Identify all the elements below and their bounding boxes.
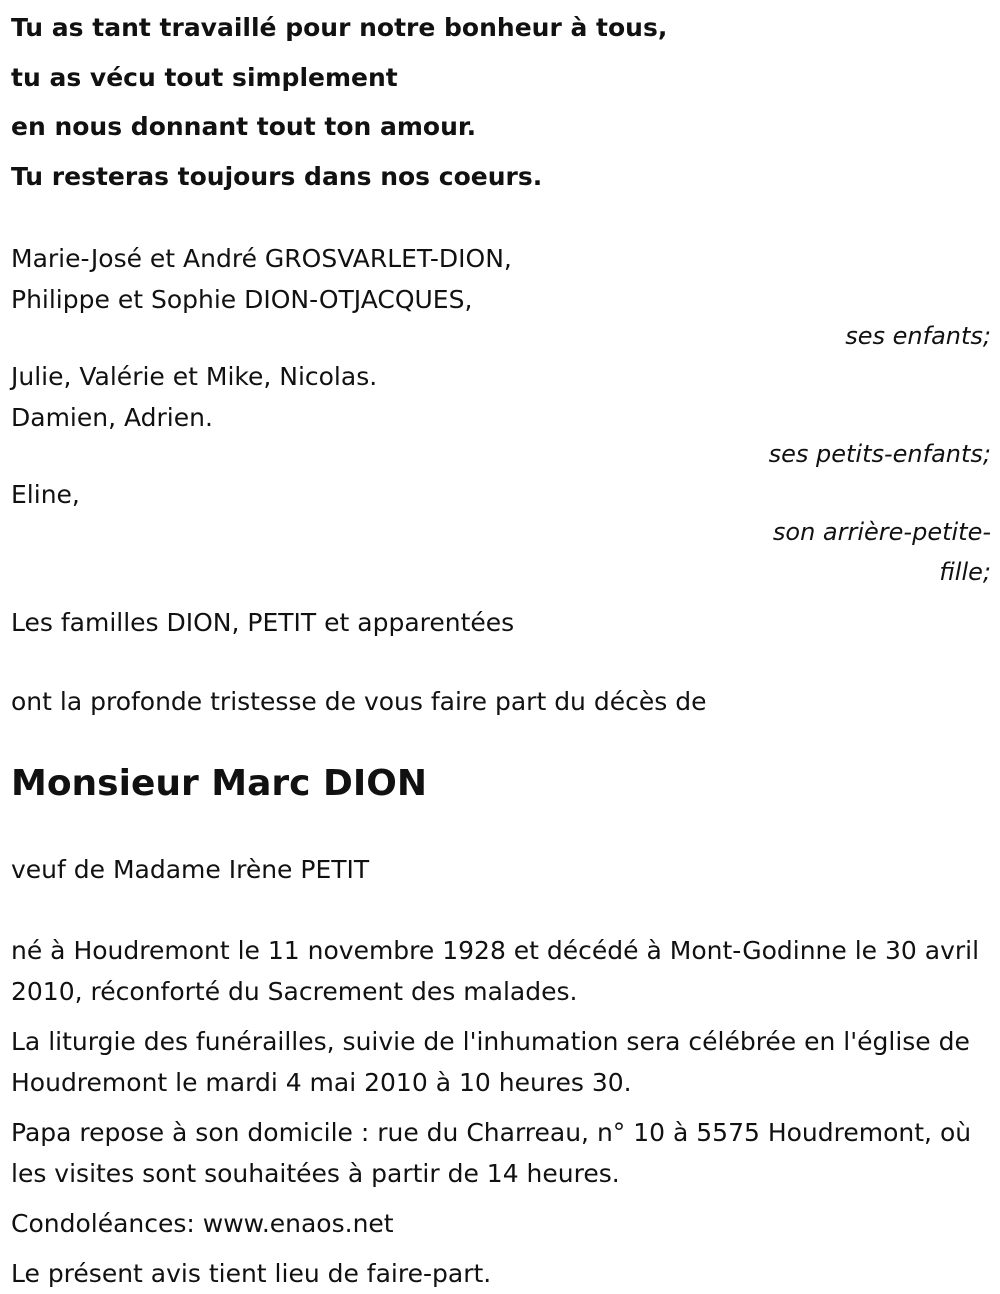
visitation-paragraph: Papa repose à son domicile : rue du Charreau, n° 10 à 5575 Houdremont, où les visites sont souhaitées à partir de 14 heures. bbox=[11, 1118, 972, 1188]
grandchildren-role: ses petits-enfants; bbox=[768, 440, 991, 468]
memorial-verse bbox=[11, 3, 991, 201]
funeral-paragraph: La liturgie des funérailles, suivie de l'inhumation sera célébrée en l'église de Houdremont le mardi 4 mai 2010 à 10 heures 30. bbox=[11, 1027, 970, 1097]
grandchildren-line-1: Julie, Valérie et Mike, Nicolas. bbox=[11, 362, 378, 391]
great-grandchildren-role: son arrière-petite-fille; bbox=[772, 518, 991, 586]
verse-line: en nous donnant tout ton amour. bbox=[11, 112, 477, 141]
families-line: Les familles DION, PETIT et apparentées bbox=[11, 608, 515, 637]
grandchildren-line-2: Damien, Adrien. bbox=[11, 403, 213, 432]
announcement: ont la profonde tristesse de vous faire part du décès de bbox=[11, 687, 707, 716]
deceased-name: Monsieur Marc DION bbox=[11, 763, 428, 804]
condolences-line: Condoléances: www.enaos.net bbox=[11, 1209, 394, 1238]
obituary-notice bbox=[11, 0, 991, 1294]
child-couple-1: Marie-José et André GROSVARLET-DION, bbox=[11, 244, 512, 273]
widower-line: veuf de Madame Irène PETIT bbox=[11, 855, 370, 884]
children-role: ses enfants; bbox=[845, 322, 991, 350]
verse-line: tu as vécu tout simplement bbox=[11, 62, 398, 92]
verse-line: Tu resteras toujours dans nos coeurs. bbox=[11, 161, 543, 191]
birth-death-paragraph: né à Houdremont le 11 novembre 1928 et décédé à Mont-Godinne le 30 avril 2010, réconforté du Sacrement des malades. bbox=[11, 936, 980, 1006]
notice-line: Le présent avis tient lieu de faire-part. bbox=[11, 1259, 492, 1288]
child-couple-2: Philippe et Sophie DION-OTJACQUES, bbox=[11, 285, 473, 314]
verse-line: Tu as tant travaillé pour notre bonheur à tous, bbox=[11, 13, 668, 42]
great-grandchildren: Eline, bbox=[11, 480, 80, 509]
